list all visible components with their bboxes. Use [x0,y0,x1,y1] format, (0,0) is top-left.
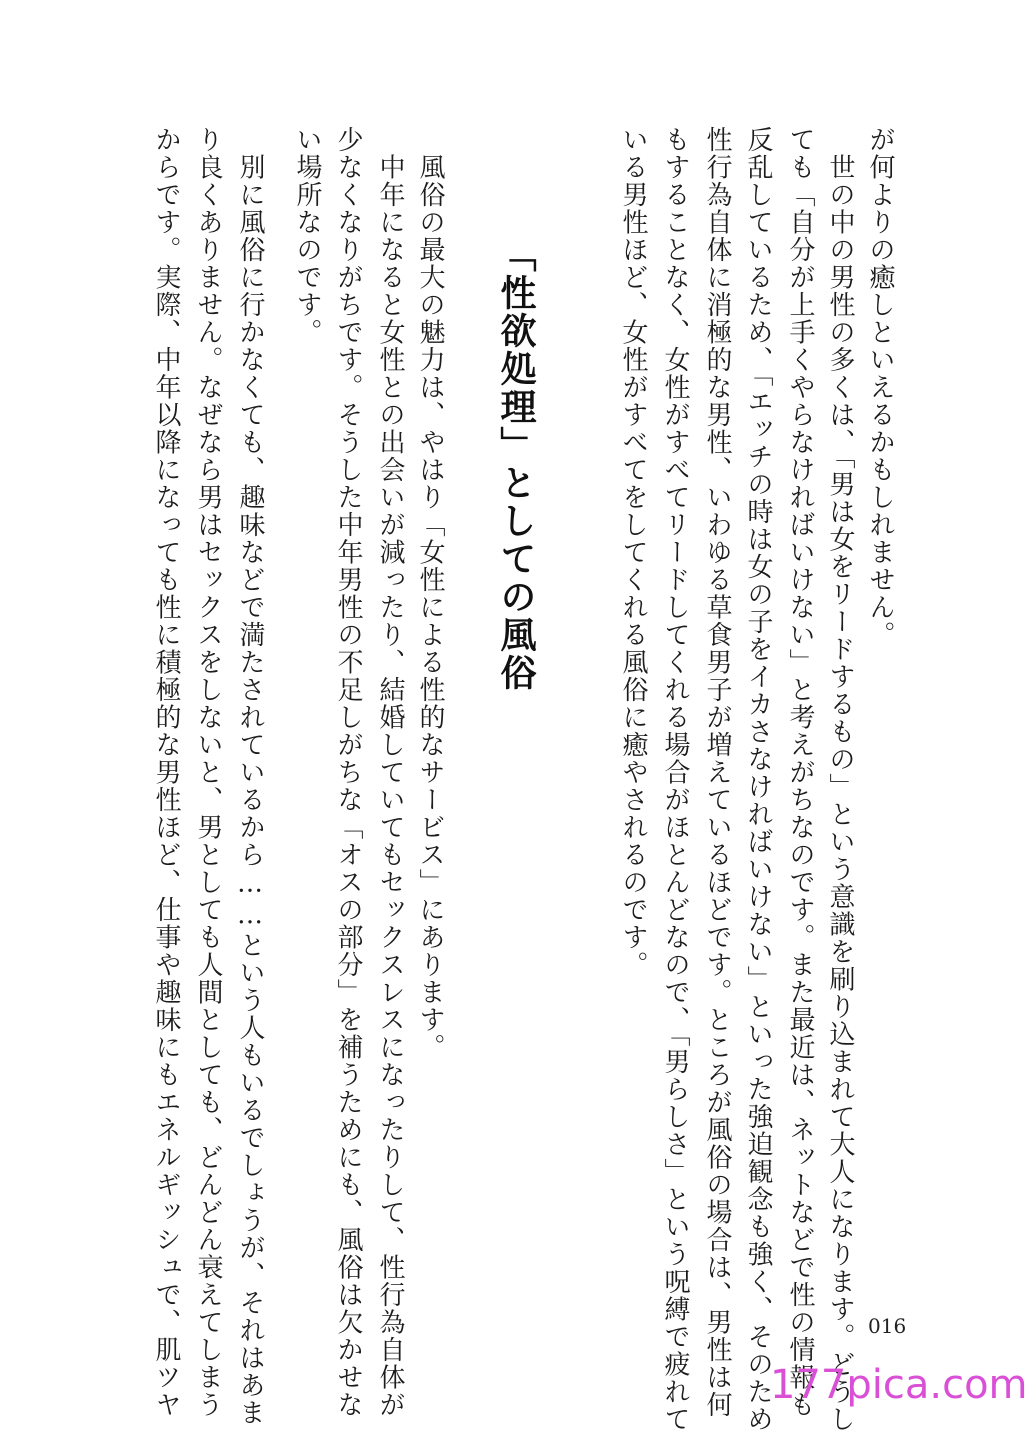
text-column-2: 世の中の男性の多くは、「男は女をリードするもの」という意識を刷り込まれて大人になります。どうし [825,126,855,1433]
section-heading: 「性欲処理」としての風俗 [495,236,536,692]
text-column-11: い場所なのです。 [292,126,322,346]
text-column-14: からです。実際、中年以降になっても性に積極的な男性ほど、仕事や趣味にもエネルギッシュで、肌ツヤ [151,126,181,1419]
site-watermark: 177pica.com [770,1362,1028,1408]
text-column-4: 反乱しているため、「エッチの時は女の子をイカさなければいけない」といった強迫観念も強く、そのため [743,126,773,1433]
page-number: 016 [868,1314,907,1338]
text-column-8: 風俗の最大の魅力は、やはり「女性による性的なサービス」にあります。 [415,126,445,1061]
text-column-13: り良くありません。なぜなら男はセックスをしないと、男としても人間としても、どんどん衰えてしまう [193,126,223,1419]
text-column-12: 別に風俗に行かなくても、趣味などで満たされているから……という人もいるでしょうが、それはあま [235,126,265,1427]
text-column-3: ても「自分が上手くやらなければいけない」と考えがちなのです。また最近は、ネットなどで性の情報も [785,126,815,1419]
text-column-10: 少なくなりがちです。そうした中年男性の不足しがちな「オスの部分」を補うためにも、風俗は欠かせな [333,126,363,1419]
text-column-7: いる男性ほど、女性がすべてをしてくれる風俗に癒やされるのです。 [618,126,648,979]
text-column-6: もすることなく、女性がすべてリードしてくれる場合がほとんどなので、「男らしさ」という呪縛で疲れて [660,126,690,1433]
text-column-1: が何よりの癒しといえるかもしれません。 [865,126,895,649]
text-column-9: 中年になると女性との出会いが減ったり、結婚していてもセックスレスになったりして、性行為自体が [375,126,405,1419]
text-column-5: 性行為自体に消極的な男性、いわゆる草食男子が増えているほどです。ところが風俗の場合は、男性は何 [702,126,732,1419]
